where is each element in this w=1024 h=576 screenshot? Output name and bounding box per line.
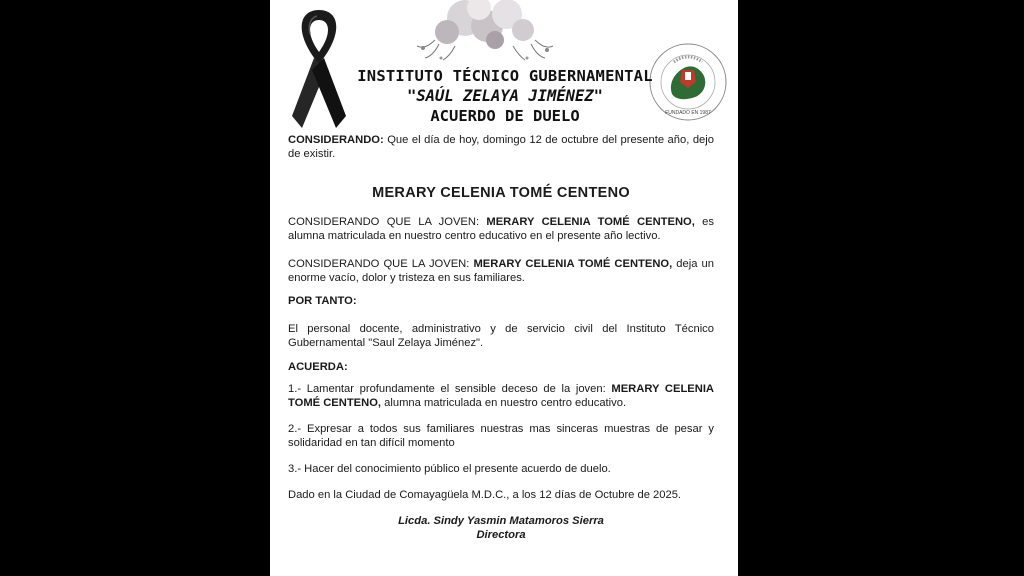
date-place-text: Dado en la Ciudad de Comayagüela M.D.C., a los 12 días de Octubre de 2025. <box>288 489 682 501</box>
considerando-label: CONSIDERANDO: <box>288 134 384 146</box>
considerando-3: CONSIDERANDO QUE LA JOVEN: MERARY CELENIA TOMÉ CENTENO, deja un enorme vacío, dolor y tristeza en sus familiares. <box>288 258 714 284</box>
por-tanto-text: El personal docente, administrativo y de servicio civil del Instituto Técnico Gubernamental "Saul Zelaya Jiménez". <box>288 323 714 349</box>
deceased-name-title: MERARY CELENIA TOMÉ CENTENO <box>372 185 630 201</box>
acuerda-item-1: 1.- Lamentar profundamente el sensible deceso de la joven: MERARY CELENIA TOMÉ CENTENO, alumna matriculada en nuestro centro educativo. <box>288 383 715 409</box>
acuerda-label: ACUERDA: <box>288 361 348 373</box>
institution-subname: "SAÚL ZELAYA JIMÉNEZ" <box>407 87 603 105</box>
signature-role: Directora <box>476 529 526 541</box>
document-header <box>340 66 670 126</box>
institution-name: INSTITUTO TÉCNICO GUBERNAMENTAL <box>357 67 653 85</box>
considerando-1: CONSIDERANDO: Que el día de hoy, domingo 12 de octubre del presente año, dejo de existir. <box>288 134 714 160</box>
por-tanto-label: POR TANTO: <box>288 295 357 307</box>
acuerda-item-2: 2.- Expresar a todos sus familiares nuestras mas sinceras muestras de pesar y solidaridad en tan difícil momento <box>288 423 714 449</box>
considerando-2: CONSIDERANDO QUE LA JOVEN: MERARY CELENIA TOMÉ CENTENO, es alumna matriculada en nuestro centro educativo en el presente año lectivo. <box>288 216 714 242</box>
acuerda-item-3: 3.- Hacer del conocimiento público el presente acuerdo de duelo. <box>288 463 611 475</box>
document-title: ACUERDO DE DUELO <box>430 107 580 125</box>
mourning-document <box>270 0 738 576</box>
signature-name: Licda. Sindy Yasmin Matamoros Sierra <box>398 515 604 527</box>
floral-decoration-icon <box>395 0 565 62</box>
document-body <box>288 133 714 542</box>
seal-founded-text: FUNDADO EN 1987 <box>665 110 711 116</box>
